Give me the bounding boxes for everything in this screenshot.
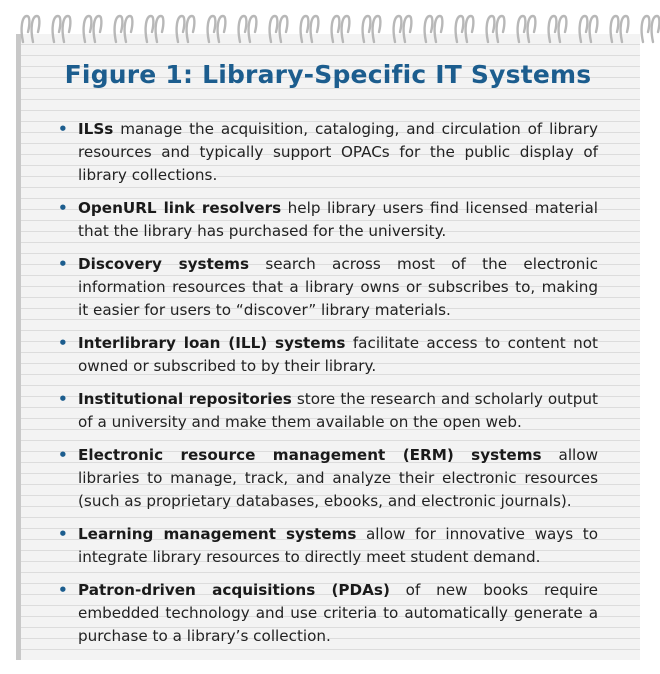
item-term: OpenURL link resolvers [78,199,282,217]
spiral-binding [18,12,660,52]
list-item [58,253,598,322]
spiral-ring-icon [452,12,478,46]
list-item [58,197,599,243]
bullet-icon: • [58,334,68,352]
item-term: Discovery systems [78,255,250,273]
item-description: manage the acquisition, cataloging, and circulation of library resources and typically support OPACs for the public display of library collections. [78,120,598,184]
item-term: Patron-driven acquisitions (PDAs) [78,581,390,599]
list-item [58,579,598,648]
spiral-ring-icon [545,12,571,46]
spiral-ring-icon [638,12,660,46]
list-item [58,332,598,378]
spiral-ring-icon [514,12,540,46]
list-item [58,444,598,513]
spiral-ring-icon [173,12,199,46]
spiral-ring-icon [421,12,447,46]
item-term: Interlibrary loan (ILL) systems [78,334,346,352]
figure-title: Figure 1: Library-Specific IT Systems [64,60,592,89]
spiral-ring-icon [204,12,230,46]
bullet-icon: • [58,446,68,464]
spiral-ring-icon [142,12,168,46]
item-term: Institutional repositories [78,390,292,408]
item-description: allow for innovative ways to integrate library resources to directly meet student demand. [78,525,599,566]
spiral-ring-icon [576,12,602,46]
item-term: Electronic resource management (ERM) systems [78,446,542,464]
spiral-ring-icon [483,12,509,46]
item-term: ILSs [78,120,114,138]
systems-list [58,118,599,658]
spiral-ring-icon [328,12,354,46]
bullet-icon: • [58,255,68,273]
item-description: store the research and scholarly output of a university and make them available on the open web. [78,390,598,431]
spiral-ring-icon [297,12,323,46]
list-item [58,523,599,569]
item-term: Learning management systems [78,525,357,543]
item-description: allow libraries to manage, track, and analyze their electronic resources (such as proprietary databases, ebooks, and electronic journals). [78,446,598,510]
item-description: search across most of the electronic information resources that a library owns or subscribes to, making it easier for users to “discover” library materials. [78,255,598,319]
list-item [58,118,598,187]
spiral-ring-icon [18,12,44,46]
item-description: facilitate access to content not owned or subscribed to by their library. [78,334,598,375]
spiral-ring-icon [80,12,106,46]
bullet-icon: • [58,199,68,217]
item-description: help library users find licensed material that the library has purchased for the university. [78,199,599,240]
spiral-ring-icon [49,12,75,46]
spiral-ring-icon [266,12,292,46]
spiral-ring-icon [235,12,261,46]
spiral-ring-icon [111,12,137,46]
list-item [58,388,598,434]
bullet-icon: • [58,120,68,138]
item-description: of new books require embedded technology and use criteria to automatically generate a purchase to a library’s collection. [78,581,598,645]
bullet-icon: • [58,390,68,408]
spiral-ring-icon [359,12,385,46]
spiral-ring-icon [607,12,633,46]
spiral-ring-icon [390,12,416,46]
bullet-icon: • [58,525,68,543]
bullet-icon: • [58,581,68,599]
